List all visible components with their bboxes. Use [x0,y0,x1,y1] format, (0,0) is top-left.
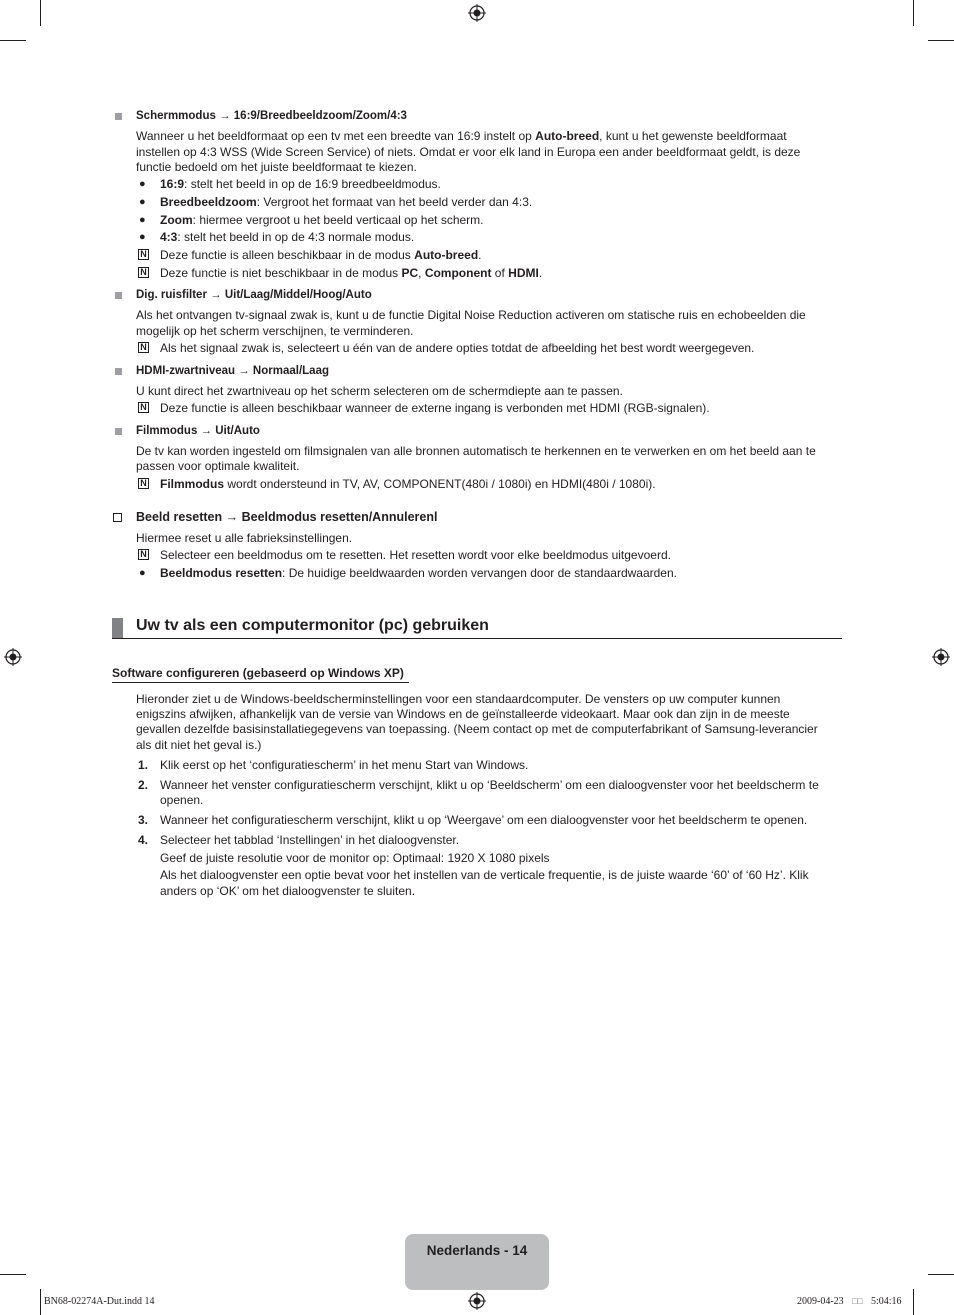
note-icon: N [138,249,149,260]
round-bullet-icon: ● [139,196,146,208]
paragraph-line: Hiermee reset u alle fabrieksinstellingen. [136,531,353,545]
round-bullet-icon: ● [139,214,146,226]
round-bullet-icon: ● [139,567,146,579]
section-heading: Beeld resetten → Beeldmodus resetten/Annulerenl [136,510,438,524]
step-text: Wanneer het configuratiescherm verschijnt, klikt u op ‘Weergave’ om een dialoogvenster voor het beeldscherm te openen. [160,813,808,827]
subheading: Software configureren (gebaseerd op Windows XP) [112,666,404,680]
step-number: 3. [138,813,149,827]
slug-boxes: □□ [852,1296,863,1306]
paragraph-line: Als het ontvangen tv-signaal zwak is, kunt u de functie Digital Noise Reduction activeren om statische ruis en echobeelden die [136,308,806,322]
crop-mark [40,1289,41,1315]
round-bullet-icon: ● [139,178,146,190]
square-bullet-icon [115,428,122,435]
section-heading: Schermmodus → 16:9/Breedbeeldzoom/Zoom/4:3 [136,110,407,122]
step-text: openen. [160,793,204,807]
step-text: Geef de juiste resolutie voor de monitor op: Optimaal: 1920 X 1080 pixels [160,851,550,865]
crop-mark [928,1274,954,1275]
paragraph-line: instellen op 4:3 WSS (Wide Screen Service) of niets. Omdat er voor elk land in Europa een ander beeldformaat geldt, is deze [136,145,801,159]
paragraph-line: enigszins afwijken, afhankelijk van de versie van Windows en de geïnstalleerde videokaart. Maar ook dan zijn in de meeste [136,707,790,721]
step-number: 4. [138,833,149,847]
square-bullet-icon [115,292,122,299]
slug-time: 5:04:16 [871,1296,902,1307]
step-text: Wanneer het venster configuratiescherm verschijnt, klikt u op ‘Beeldscherm’ om een dialoogvenster voor het beeldscherm te [160,778,819,792]
paragraph-line: U kunt direct het zwartniveau op het scherm selecteren om de schermdiepte aan te passen. [136,384,623,398]
checkbox-icon [113,513,122,522]
paragraph-line: Wanneer u het beeldformaat op een tv met een breedte van 16:9 instelt op Auto-breed, kunt u het gewenste beeldformaat [136,129,787,143]
crop-mark [0,40,26,41]
crop-mark [928,40,954,41]
list-item: 4:3: stelt het beeld in op de 4:3 normale modus. [160,230,415,244]
crop-mark [0,1274,26,1275]
step-text: Selecteer het tabblad ‘Instellingen’ in het dialoogvenster. [160,833,460,847]
title-underline [112,638,842,639]
paragraph-line: functie bedoeld om het juiste beeldformaat te kiezen. [136,160,417,174]
page-number: Nederlands - 14 [426,1243,528,1258]
list-item: Zoom: hiermee vergroot u het beeld verticaal op het scherm. [160,213,484,227]
square-bullet-icon [115,368,122,375]
step-text: anders op ‘OK’ om het dialoogvenster te sluiten. [160,884,416,898]
paragraph-line: passen voor optimale kwaliteit. [136,459,300,473]
note-icon: N [138,342,149,353]
section-heading: HDMI-zwartniveau → Normaal/Laag [136,365,329,377]
square-bullet-icon [115,113,122,120]
step-text: Klik eerst op het ‘configuratiescherm’ in het menu Start van Windows. [160,758,529,772]
paragraph-line: mogelijk op het scherm verschijnen, te verminderen. [136,324,414,338]
list-item: 16:9: stelt het beeld in op de 16:9 breedbeeldmodus. [160,177,441,191]
note-text: Als het signaal zwak is, selecteert u één van de andere opties totdat de afbeelding het best wordt weergegeven. [160,341,755,355]
note-icon: N [138,402,149,413]
section-heading: Filmmodus → Uit/Auto [136,425,260,437]
paragraph-line: De tv kan worden ingesteld om filmsignalen van alle bronnen automatisch te herkennen en te verwerken en om het beeld aan te [136,444,816,458]
title-bar-marker [112,618,123,638]
note-icon: N [138,478,149,489]
registration-mark-icon [932,648,950,666]
crop-mark [40,0,41,26]
note-icon: N [138,267,149,278]
step-number: 2. [138,778,149,792]
paragraph-line: gevallen dezelfde basisinstallatiegegevens van toepassing. (Neem contact op met de computerfabrikant of Samsung-leverancier [136,722,818,736]
slug-date: 2009-04-23 [797,1296,844,1307]
slug-filename: BN68-02274A-Dut.indd 14 [44,1296,155,1307]
crop-mark [913,1289,914,1315]
crop-mark [913,0,914,26]
note-text: Deze functie is alleen beschikbaar in de modus Auto-breed. [160,248,482,262]
paragraph-line: Hieronder ziet u de Windows-beeldscherminstellingen voor een standaardcomputer. De vensters op uw computer kunnen [136,692,781,706]
page-title: Uw tv als een computermonitor (pc) gebruiken [136,617,489,634]
subheading-underline [112,682,409,683]
paragraph-line: als dit niet het geval is.) [136,738,262,752]
note-text: Deze functie is alleen beschikbaar wanneer de externe ingang is verbonden met HDMI (RGB-signalen). [160,401,710,415]
list-item: Breedbeeldzoom: Vergroot het formaat van het beeld verder dan 4:3. [160,195,533,209]
round-bullet-icon: ● [139,231,146,243]
registration-mark-icon [468,4,486,22]
note-text: Filmmodus wordt ondersteund in TV, AV, COMPONENT(480i / 1080i) en HDMI(480i / 1080i). [160,477,656,491]
note-text: Deze functie is niet beschikbaar in de modus PC, Component of HDMI. [160,266,543,280]
list-item: Beeldmodus resetten: De huidige beeldwaarden worden vervangen door de standaardwaarden. [160,566,677,580]
registration-mark-icon [4,648,22,666]
note-text: Selecteer een beeldmodus om te resetten. Het resetten wordt voor elke beeldmodus uitgevoerd. [160,548,671,562]
step-number: 1. [138,758,149,772]
section-heading: Dig. ruisfilter → Uit/Laag/Middel/Hoog/Auto [136,289,372,301]
note-icon: N [138,549,149,560]
step-text: Als het dialoogvenster een optie bevat voor het instellen van de verticale frequentie, is de juiste waarde ‘60’ of ‘60 Hz’. Klik [160,868,809,882]
registration-mark-icon [468,1292,486,1310]
